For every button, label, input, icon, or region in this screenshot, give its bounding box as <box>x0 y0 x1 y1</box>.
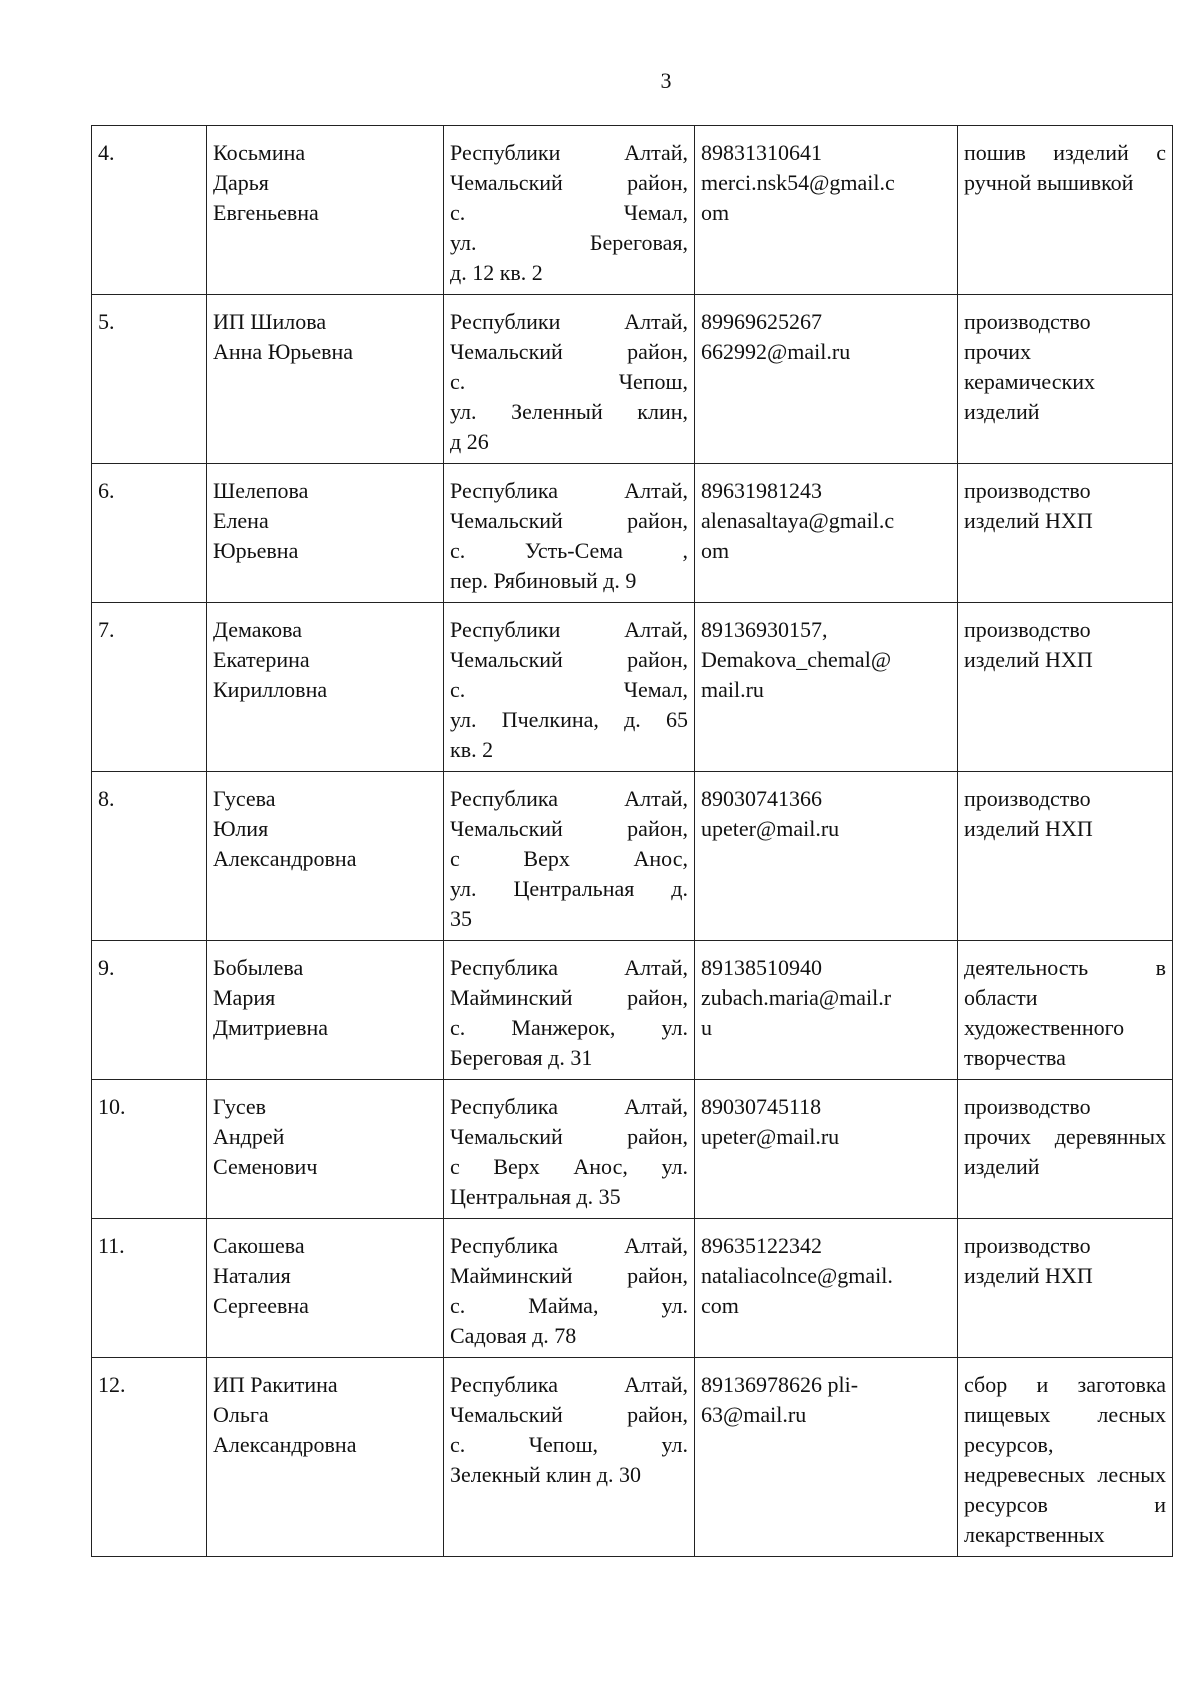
contact-line: nataliacolnce@gmail. <box>701 1263 893 1288</box>
contact-line: 63@mail.ru <box>701 1402 807 1427</box>
contact-line: upeter@mail.ru <box>701 816 840 841</box>
activity-line: ресурсов и <box>964 1492 1166 1517</box>
contact-line: upeter@mail.ru <box>701 1124 840 1149</box>
contact-line: om <box>701 200 730 225</box>
person-name-line: Ольга <box>213 1402 269 1427</box>
contact-line: u <box>701 1015 712 1040</box>
address-line: ул. Береговая, <box>450 230 688 255</box>
address-line: Республики Алтай, <box>450 617 688 642</box>
address-line: Майминский район, <box>450 985 688 1010</box>
activity-cell <box>958 941 1173 1080</box>
activity-line: ручной вышивкой <box>964 170 1134 195</box>
address-line: Майминский район, <box>450 1263 688 1288</box>
person-name-line: ИП Шилова <box>213 309 327 334</box>
person-name-cell <box>207 772 444 941</box>
activity-line: производство <box>964 478 1091 503</box>
contact-line: 89138510940 <box>701 955 822 980</box>
row-number-cell <box>92 1358 207 1557</box>
contact-line: zubach.maria@mail.r <box>701 985 892 1010</box>
address-cell <box>444 772 695 941</box>
activity-line: лекарственных <box>964 1522 1105 1547</box>
person-name-cell <box>207 603 444 772</box>
person-name-line: Евгеньевна <box>213 200 319 225</box>
address-line: с. Усть-Сема , <box>450 538 688 563</box>
row-number-cell <box>92 603 207 772</box>
activity-cell <box>958 1219 1173 1358</box>
person-name-line: Екатерина <box>213 647 310 672</box>
address-line: кв. 2 <box>450 737 494 762</box>
address-line: с Верх Анос, <box>450 846 688 871</box>
activity-line: изделий НХП <box>964 647 1093 672</box>
person-name-cell <box>207 1080 444 1219</box>
person-name-line: Мария <box>213 985 276 1010</box>
address-cell <box>444 1080 695 1219</box>
person-name-line: Александровна <box>213 1432 357 1457</box>
person-name-line: Сакошева <box>213 1233 305 1258</box>
address-cell <box>444 126 695 295</box>
row-number: 6. <box>98 478 115 503</box>
activity-cell <box>958 464 1173 603</box>
activity-cell <box>958 295 1173 464</box>
activity-line: деятельность в <box>964 955 1166 980</box>
address-line: Чемальский район, <box>450 170 688 195</box>
address-cell <box>444 295 695 464</box>
address-line: Береговая д. 31 <box>450 1045 593 1070</box>
activity-line: производство <box>964 1233 1091 1258</box>
contact-cell <box>695 295 958 464</box>
person-name-line: Демакова <box>213 617 303 642</box>
address-line: 35 <box>450 906 472 931</box>
row-number: 12. <box>98 1372 126 1397</box>
contact-line: 89136930157, <box>701 617 828 642</box>
address-line: Республики Алтай, <box>450 309 688 334</box>
table-row <box>92 295 1173 464</box>
address-line: Республика Алтай, <box>450 478 688 503</box>
person-name-line: Юрьевна <box>213 538 299 563</box>
row-number-cell <box>92 772 207 941</box>
activity-line: творчества <box>964 1045 1066 1070</box>
address-line: Чемальский район, <box>450 339 688 364</box>
contact-cell <box>695 126 958 295</box>
activity-line: изделий НХП <box>964 1263 1093 1288</box>
table-row <box>92 464 1173 603</box>
contact-line: 89631981243 <box>701 478 822 503</box>
row-number: 10. <box>98 1094 126 1119</box>
person-name-line: Сергеевна <box>213 1293 309 1318</box>
row-number-cell <box>92 126 207 295</box>
table-row <box>92 941 1173 1080</box>
row-number: 9. <box>98 955 115 980</box>
address-cell <box>444 464 695 603</box>
person-name-line: Семенович <box>213 1154 318 1179</box>
row-number-cell <box>92 1219 207 1358</box>
person-name-line: ИП Ракитина <box>213 1372 338 1397</box>
contact-cell <box>695 941 958 1080</box>
table-row <box>92 1219 1173 1358</box>
activity-line: производство <box>964 309 1091 334</box>
address-line: Чемальский район, <box>450 1402 688 1427</box>
registry-table-body <box>92 126 1173 1557</box>
address-line: с. Чемал, <box>450 200 688 225</box>
contact-line: 89635122342 <box>701 1233 822 1258</box>
activity-cell <box>958 603 1173 772</box>
person-name-line: Юлия <box>213 816 269 841</box>
person-name-line: Александровна <box>213 846 357 871</box>
contact-line: com <box>701 1293 739 1318</box>
activity-line: производство <box>964 617 1091 642</box>
contact-cell <box>695 464 958 603</box>
activity-line: недревесных лесных <box>964 1462 1166 1487</box>
row-number-cell <box>92 941 207 1080</box>
person-name-line: Шелепова <box>213 478 309 503</box>
contact-line: alenasaltaya@gmail.c <box>701 508 895 533</box>
activity-cell <box>958 126 1173 295</box>
contact-cell <box>695 1080 958 1219</box>
row-number-cell <box>92 1080 207 1219</box>
contact-cell <box>695 1358 958 1557</box>
activity-line: прочих деревянных <box>964 1124 1166 1149</box>
contact-line: mail.ru <box>701 677 764 702</box>
address-line: Республика Алтай, <box>450 955 688 980</box>
address-line: Республика Алтай, <box>450 1094 688 1119</box>
address-line: ул. Центральная д. <box>450 876 688 901</box>
person-name-line: Дмитриевна <box>213 1015 329 1040</box>
table-row <box>92 126 1173 295</box>
row-number: 11. <box>98 1233 125 1258</box>
contact-line: 662992@mail.ru <box>701 339 851 364</box>
activity-line: пищевых лесных <box>964 1402 1166 1427</box>
address-line: ул. Зеленный клин, <box>450 399 688 424</box>
address-line: Республика Алтай, <box>450 786 688 811</box>
address-cell <box>444 1358 695 1557</box>
contact-cell <box>695 772 958 941</box>
activity-line: области <box>964 985 1038 1010</box>
address-line: Центральная д. 35 <box>450 1184 621 1209</box>
row-number-cell <box>92 295 207 464</box>
row-number: 4. <box>98 140 115 165</box>
person-name-cell <box>207 295 444 464</box>
address-line: с Верх Анос, ул. <box>450 1154 688 1179</box>
address-line: ул. Пчелкина, д. 65 <box>450 707 688 732</box>
table-row <box>92 772 1173 941</box>
table-row <box>92 1080 1173 1219</box>
person-name-line: Дарья <box>213 170 269 195</box>
contact-line: 89030741366 <box>701 786 822 811</box>
contact-line: merci.nsk54@gmail.c <box>701 170 895 195</box>
person-name-line: Елена <box>213 508 269 533</box>
activity-line: прочих <box>964 339 1032 364</box>
activity-line: ресурсов, <box>964 1432 1054 1457</box>
activity-line: изделий <box>964 399 1040 424</box>
address-line: с. Манжерок, ул. <box>450 1015 688 1040</box>
person-name-line: Гусев <box>213 1094 267 1119</box>
contact-line: 89831310641 <box>701 140 822 165</box>
address-line: с. Чепош, <box>450 369 688 394</box>
activity-line: изделий НХП <box>964 508 1093 533</box>
table-row <box>92 603 1173 772</box>
address-line: Чемальский район, <box>450 508 688 533</box>
address-line: с. Чепош, ул. <box>450 1432 688 1457</box>
address-line: Чемальский район, <box>450 816 688 841</box>
person-name-line: Андрей <box>213 1124 285 1149</box>
contact-line: Demakova_chemal@ <box>701 647 892 672</box>
table-row <box>92 1358 1173 1557</box>
person-name-cell <box>207 126 444 295</box>
address-line: д. 12 кв. 2 <box>450 260 543 285</box>
activity-line: художественного <box>964 1015 1125 1040</box>
address-cell <box>444 1219 695 1358</box>
contact-line: 89136978626 pli- <box>701 1372 859 1397</box>
address-line: Садовая д. 78 <box>450 1323 577 1348</box>
row-number: 7. <box>98 617 115 642</box>
address-line: Зелекный клин д. 30 <box>450 1462 641 1487</box>
row-number: 8. <box>98 786 115 811</box>
activity-cell <box>958 1080 1173 1219</box>
person-name-line: Косьмина <box>213 140 306 165</box>
activity-cell <box>958 1358 1173 1557</box>
address-line: Республика Алтай, <box>450 1233 688 1258</box>
contact-line: 89969625267 <box>701 309 822 334</box>
address-line: с. Чемал, <box>450 677 688 702</box>
activity-line: керамических <box>964 369 1095 394</box>
activity-line: производство <box>964 786 1091 811</box>
address-line: Республики Алтай, <box>450 140 688 165</box>
row-number-cell <box>92 464 207 603</box>
contact-cell <box>695 603 958 772</box>
contact-line: om <box>701 538 730 563</box>
person-name-line: Бобылева <box>213 955 304 980</box>
person-name-line: Кирилловна <box>213 677 328 702</box>
person-name-cell <box>207 1219 444 1358</box>
activity-line: сбор и заготовка <box>964 1372 1166 1397</box>
person-name-line: Наталия <box>213 1263 291 1288</box>
address-line: с. Майма, ул. <box>450 1293 688 1318</box>
row-number: 5. <box>98 309 115 334</box>
person-name-cell <box>207 464 444 603</box>
address-cell <box>444 603 695 772</box>
activity-line: изделий <box>964 1154 1040 1179</box>
activity-line: изделий НХП <box>964 816 1093 841</box>
contact-cell <box>695 1219 958 1358</box>
address-line: пер. Рябиновый д. 9 <box>450 568 637 593</box>
address-line: Республика Алтай, <box>450 1372 688 1397</box>
person-name-cell <box>207 1358 444 1557</box>
address-line: Чемальский район, <box>450 1124 688 1149</box>
activity-line: пошив изделий с <box>964 140 1166 165</box>
page-number: 3 <box>660 68 672 93</box>
contact-line: 89030745118 <box>701 1094 822 1119</box>
person-name-line: Гусева <box>213 786 276 811</box>
registry-table <box>91 125 1173 1557</box>
person-name-cell <box>207 941 444 1080</box>
address-cell <box>444 941 695 1080</box>
address-line: д 26 <box>450 429 489 454</box>
address-line: Чемальский район, <box>450 647 688 672</box>
activity-line: производство <box>964 1094 1091 1119</box>
person-name-line: Анна Юрьевна <box>213 339 354 364</box>
activity-cell <box>958 772 1173 941</box>
